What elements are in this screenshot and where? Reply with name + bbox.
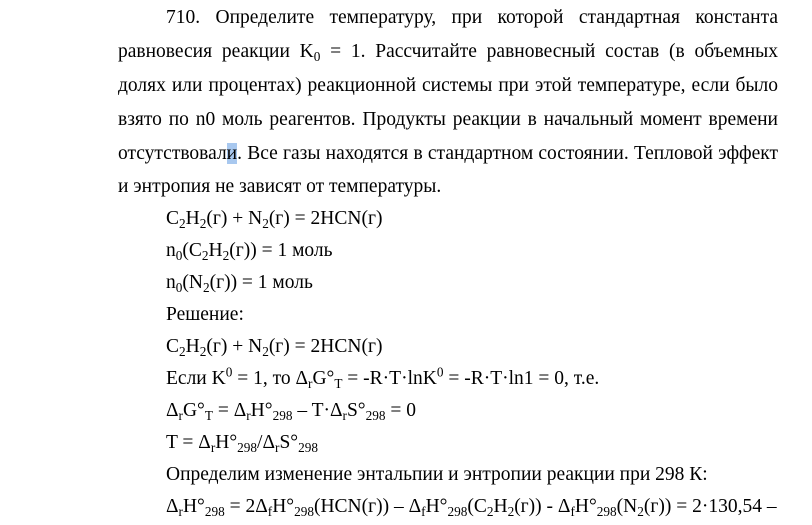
problem-line-5: отсутствовали. Все газы находятся в стандартном состоянии. Тепловой эффект	[118, 143, 778, 164]
solution-reaction: $C_2H_2(г) + N_2(г) = 2HCN(г)$	[166, 336, 383, 359]
text-selection-highlight: и	[226, 143, 238, 164]
given-n0-c2h2: $n_0(C_2H_2(г)) = 1$ моль	[166, 240, 333, 263]
problem-line-3: долях или процентах) реакционной системы при этой температуре, если было	[118, 75, 778, 96]
solution-condition: Если $K^0 = 1$, то $\Delta_rG^\circ_T = -R\cdot T\cdot\ln K^0 = -R\cdot T\cdot\ln 1 = 0$, т.е.	[166, 364, 600, 391]
solution-heading: Решение:	[166, 304, 244, 325]
problem-line-6: и энтропия не зависят от температуры.	[118, 176, 442, 197]
problem-line-1: 710. Определите температуру, при которой стандартная константа	[166, 7, 778, 28]
problem-line-2: равновесия реакции $K_0 = 1$. Рассчитайте равновесный состав (в объемных	[118, 41, 778, 64]
solution-temperature-equation: $T = \Delta_rH^\circ_{298}/\Delta_rS^\circ_{298}$	[166, 432, 318, 455]
given-reaction: $C_2H_2(г) + N_2(г) = 2HCN(г)$	[166, 208, 383, 231]
given-n0-n2: $n_0(N_2(г)) = 1$ моль	[166, 272, 313, 295]
solution-enthalpy-equation: $\Delta_rH^\circ_{298} = 2\Delta_fH^\circ_{298}(HCN(г)) - \Delta_fH^\circ_{298}(C_2H_2(г)) - \Delta_fH^\circ_{298}(N_2(г)) = 2\cdot 130,54$ –	[166, 496, 777, 519]
solution-step-text: Определим изменение энтальпии и энтропии реакции при 298 К:	[166, 464, 708, 485]
problem-line-4: взято по n0 моль реагентов. Продукты реакции в начальный момент времени	[118, 109, 778, 130]
solution-gibbs-equation: $\Delta_rG^\circ_T = \Delta_rH^\circ_{298} - T\cdot\Delta_rS^\circ_{298} = 0$	[166, 400, 416, 423]
